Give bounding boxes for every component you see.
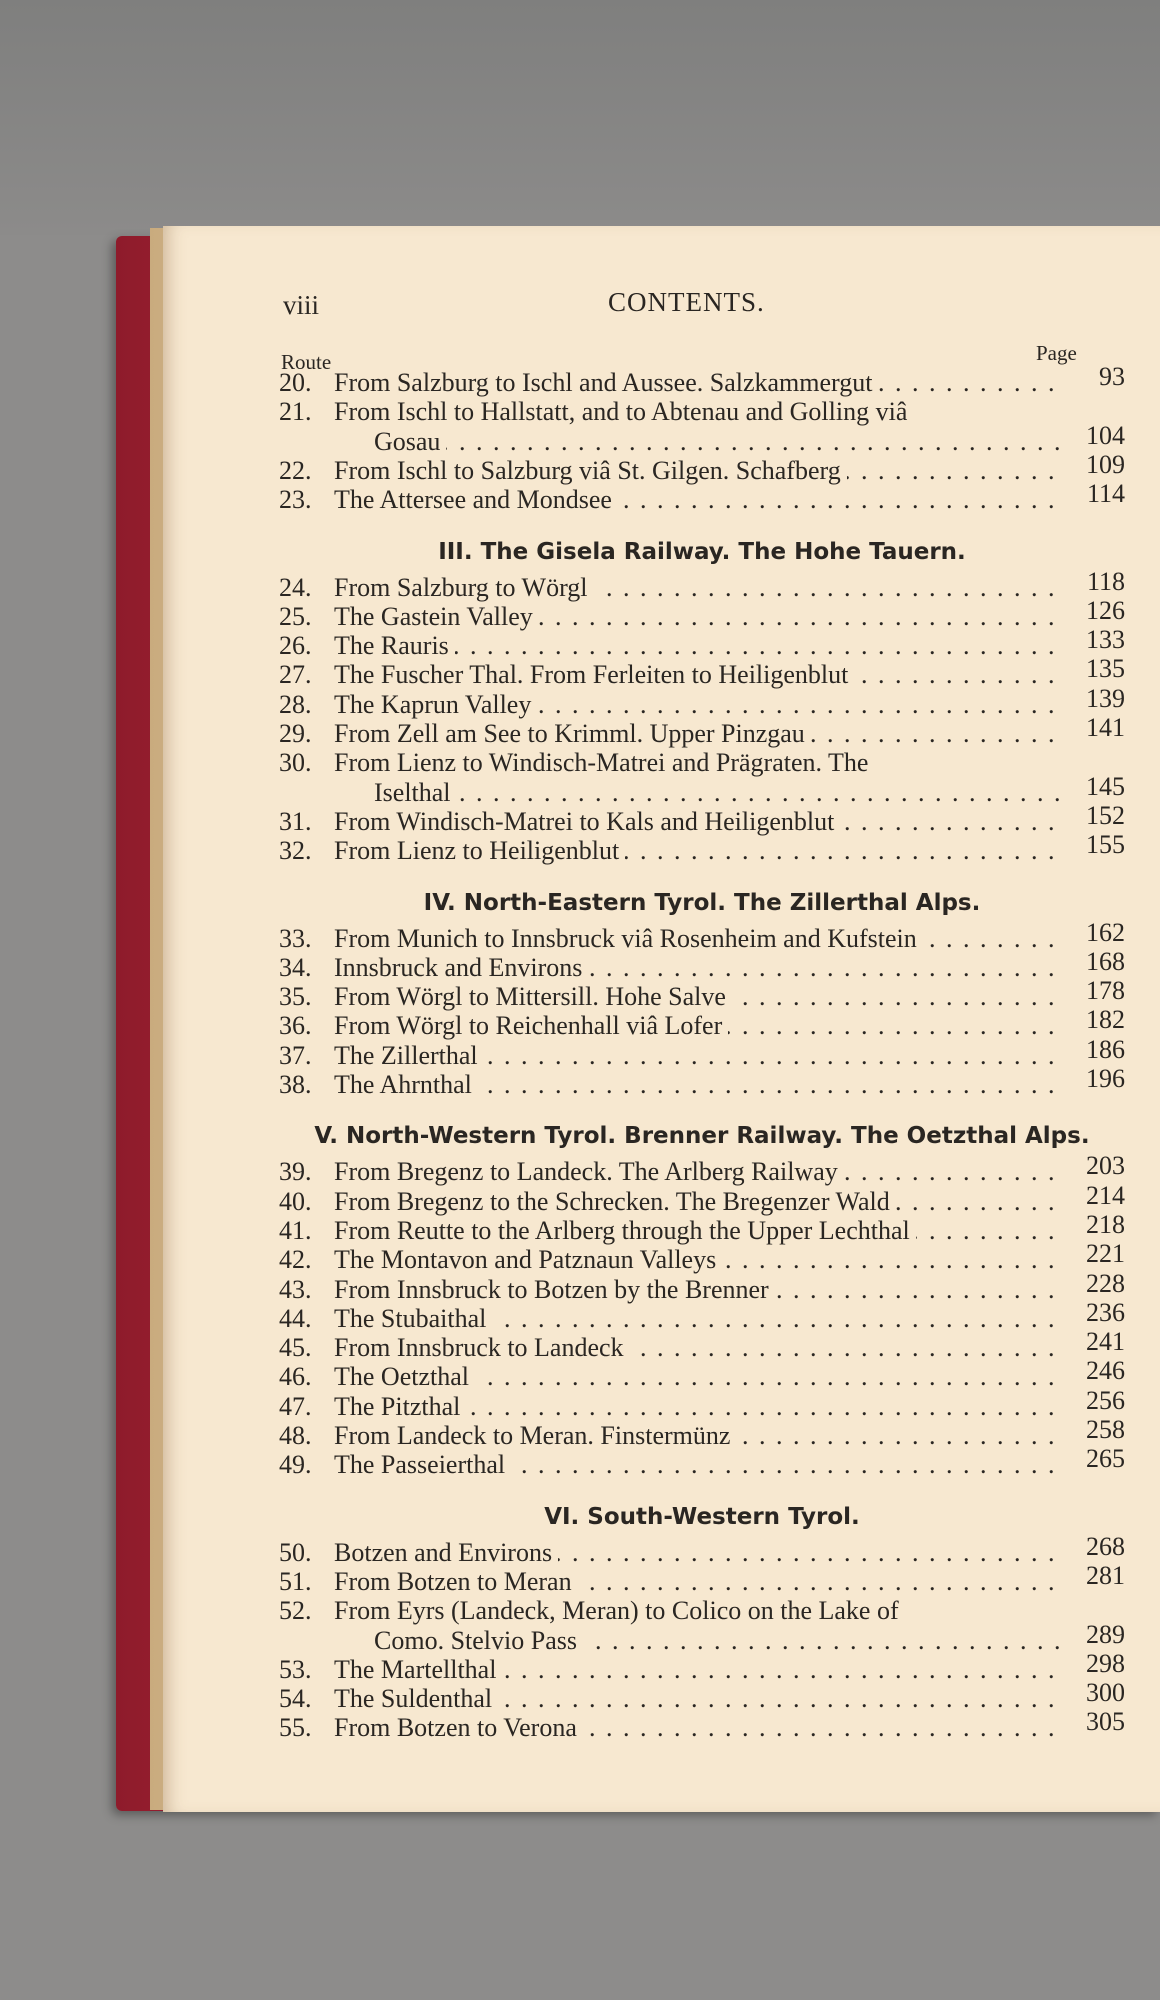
route-number: 43.: [279, 1274, 312, 1304]
page-number: 155: [1086, 830, 1125, 860]
route-title-text: From Lienz to Heiligenblut: [334, 836, 625, 865]
toc-row: [279, 1005, 1125, 1041]
toc-row: [279, 800, 1125, 837]
background-top: [0, 0, 1160, 235]
route-number: 25.: [279, 601, 312, 631]
toc-row: [279, 683, 1125, 720]
toc-row: [279, 397, 1125, 427]
toc-row: [279, 1151, 1125, 1187]
route-title-text: From Wörgl to Mittersill. Hohe Salve: [334, 982, 732, 1011]
route-title-text: From Wörgl to Reichenhall viâ Lofer: [334, 1011, 728, 1040]
route-title: [334, 1596, 1085, 1626]
page-number: 268: [1086, 1531, 1125, 1561]
toc-row: [279, 1385, 1125, 1422]
route-title: [334, 1362, 1065, 1392]
route-number: 27.: [279, 660, 312, 690]
route-title: [334, 1070, 1065, 1100]
page-number: 182: [1086, 1005, 1125, 1035]
toc-row: [279, 748, 1125, 778]
route-title: [334, 982, 1065, 1012]
page-number: 133: [1086, 625, 1125, 655]
route-title-text: The Stubaithal: [334, 1304, 492, 1333]
route-number: 30.: [279, 748, 312, 778]
page-number: 236: [1086, 1297, 1125, 1327]
page-number: 265: [1086, 1444, 1125, 1474]
route-title: [334, 456, 1065, 486]
route-title-text: The Oetzthal: [334, 1362, 475, 1391]
page-number: 186: [1086, 1034, 1125, 1064]
route-title-text: The Montavon and Patznaun Valleys: [334, 1245, 722, 1274]
toc-row: [279, 1064, 1125, 1100]
route-title: [334, 836, 1065, 866]
route-title-text: From Lienz to Windisch-Matrei and Prägraten. The: [334, 748, 874, 777]
route-title: [334, 485, 1065, 515]
page-number: 281: [1086, 1560, 1125, 1590]
route-title-text: From Bregenz to Landeck. The Arlberg Railway: [334, 1157, 844, 1186]
page-number: 256: [1086, 1385, 1125, 1415]
toc-row: [279, 1239, 1125, 1275]
route-number: 21.: [279, 397, 312, 427]
page-number: 289: [1086, 1619, 1125, 1649]
route-title: [374, 427, 1065, 457]
page-number: 196: [1086, 1064, 1125, 1093]
route-title-text: From Reutte to the Arlberg through the Upper Lechthal: [334, 1216, 916, 1245]
route-title: [374, 1626, 1065, 1656]
toc-row: [279, 1180, 1125, 1217]
route-number: 49.: [279, 1450, 312, 1480]
route-title: [334, 1392, 1065, 1422]
route-number: 36.: [279, 1011, 312, 1041]
route-title-text: From Ischl to Salzburg viâ St. Gilgen. Schafberg: [334, 456, 847, 485]
route-number: 20.: [279, 368, 312, 397]
route-title-text: From Ischl to Hallstatt, and to Abtenau and Golling viâ: [334, 397, 913, 426]
route-title-text: From Zell am See to Krimml. Upper Pinzgau: [334, 719, 811, 748]
route-title-text: Como. Stelvio Pass: [374, 1626, 583, 1655]
toc-row: [279, 1034, 1125, 1071]
page-number: 141: [1086, 713, 1125, 742]
route-number: 33.: [279, 923, 312, 953]
column-label-page: Page: [1036, 341, 1077, 365]
page-folio: viii: [283, 290, 320, 320]
toc-row: [279, 1707, 1125, 1743]
route-title-text: Gosau: [374, 427, 446, 456]
page-number: 152: [1086, 800, 1125, 830]
toc-row: [279, 420, 1125, 457]
toc-row: [279, 1297, 1125, 1334]
route-title-text: Iselthal: [374, 778, 457, 807]
route-title: [334, 1157, 1065, 1187]
route-title-text: From Landeck to Meran. Finstermünz: [334, 1421, 736, 1450]
route-title-text: From Salzburg to Ischl and Aussee. Salzkammergut: [334, 368, 878, 397]
route-title: [334, 748, 1085, 778]
route-title-text: From Munich to Innsbruck viâ Rosenheim and Kufstein: [334, 924, 923, 953]
toc-row: [279, 1596, 1125, 1626]
route-number: 52.: [279, 1596, 312, 1626]
route-title: [334, 1187, 1065, 1217]
route-title: [334, 573, 1065, 603]
route-number: 44.: [279, 1303, 312, 1333]
book-page: [163, 226, 1160, 1812]
route-title-text: The Zillerthal: [334, 1041, 484, 1070]
toc-row: [279, 1648, 1125, 1685]
route-number: 28.: [279, 689, 312, 719]
section-heading: VI. South-Western Tyrol.: [544, 1503, 860, 1530]
toc-row: [279, 771, 1125, 808]
route-number: 54.: [279, 1684, 312, 1714]
page-number: 178: [1086, 976, 1125, 1006]
route-title-text: From Eyrs (Landeck, Meran) to Colico on the Lake of: [334, 1596, 905, 1625]
route-number: 24.: [279, 572, 312, 602]
page-number: 228: [1086, 1268, 1125, 1298]
toc-row: [279, 479, 1125, 515]
route-title: [334, 602, 1065, 632]
route-title-text: The Fuscher Thal. From Ferleiten to Heiligenblut: [334, 660, 854, 689]
route-number: 34.: [279, 952, 312, 982]
route-title: [334, 953, 1065, 983]
toc-row: [279, 1268, 1125, 1305]
route-title: [334, 1041, 1065, 1071]
page-number: 104: [1086, 420, 1125, 450]
page-number: 305: [1086, 1707, 1125, 1737]
toc-row: [279, 1209, 1125, 1246]
toc-row: [279, 1678, 1125, 1714]
route-title-text: The Ahrnthal: [334, 1070, 478, 1099]
route-number: 45.: [279, 1333, 312, 1363]
route-number: 35.: [279, 982, 312, 1012]
page-number: 300: [1086, 1678, 1125, 1708]
toc-row: [279, 595, 1125, 632]
page-number: 145: [1086, 771, 1125, 801]
toc-row: [279, 1327, 1125, 1363]
section-heading: V. North-Western Tyrol. Brenner Railway. The Oetzthal Alps.: [314, 1123, 1090, 1150]
page-number: 126: [1086, 595, 1125, 625]
section-heading: III. The Gisela Railway. The Hohe Tauern.: [438, 538, 966, 565]
route-title-text: The Martellthal: [334, 1655, 502, 1684]
toc-row: [279, 917, 1125, 954]
route-title-text: From Windisch-Matrei to Kals and Heiligenblut: [334, 807, 840, 836]
route-title: [334, 1655, 1065, 1685]
page-number: 93: [1099, 362, 1125, 391]
route-title: [334, 660, 1065, 690]
toc-row: [279, 654, 1125, 690]
toc-row: [279, 566, 1125, 603]
route-number: 23.: [279, 485, 312, 515]
page-number: 246: [1086, 1356, 1125, 1386]
toc-row: [279, 1619, 1125, 1656]
running-head: CONTENTS.: [608, 287, 765, 317]
route-title: [334, 690, 1065, 720]
route-title: [334, 1538, 1065, 1568]
page-number: 241: [1086, 1327, 1125, 1357]
route-title-text: From Innsbruck to Landeck: [334, 1333, 630, 1362]
route-title-text: From Botzen to Meran: [334, 1567, 578, 1596]
route-number: 22.: [279, 455, 312, 485]
route-title-text: The Pitzthal: [334, 1392, 466, 1421]
page-number: 118: [1086, 566, 1125, 596]
route-number: 40.: [279, 1186, 312, 1216]
column-label-route: Route: [281, 350, 332, 374]
page-number: 258: [1086, 1415, 1125, 1444]
page-number: 221: [1086, 1239, 1125, 1269]
route-number: 38.: [279, 1070, 312, 1099]
toc-row: [279, 830, 1125, 866]
route-title-text: The Kaprun Valley: [334, 690, 537, 719]
route-number: 29.: [279, 719, 312, 748]
route-title: [334, 1421, 1065, 1451]
route-title-text: The Attersee and Mondsee: [334, 485, 618, 514]
route-title: [334, 1245, 1065, 1275]
route-title: [374, 778, 1065, 808]
route-title-text: The Gastein Valley: [334, 602, 539, 631]
route-number: 53.: [279, 1654, 312, 1684]
page-number: 168: [1086, 946, 1125, 976]
page-number: 214: [1086, 1180, 1125, 1210]
route-title: [334, 1216, 1065, 1246]
route-title: [334, 397, 1085, 427]
toc-row: [279, 1531, 1125, 1568]
toc-row: [279, 713, 1125, 749]
route-title: [334, 368, 1065, 398]
route-title: [334, 924, 1065, 954]
route-number: 32.: [279, 836, 312, 866]
route-title-text: Innsbruck and Environs: [334, 953, 588, 982]
toc-row: [279, 1415, 1125, 1451]
toc-row: [279, 449, 1125, 486]
route-number: 51.: [279, 1566, 312, 1596]
toc-row: [279, 946, 1125, 983]
route-title-text: Botzen and Environs: [334, 1538, 558, 1567]
route-title: [334, 1450, 1065, 1480]
route-title: [334, 1304, 1065, 1334]
page-number: 162: [1086, 917, 1125, 947]
page-number: 135: [1086, 654, 1125, 684]
page-number: 203: [1086, 1151, 1125, 1181]
route-title-text: From Bregenz to the Schrecken. The Bregenzer Wald: [334, 1187, 896, 1216]
toc-row: [279, 976, 1125, 1012]
route-title: [334, 807, 1065, 837]
toc-row: [279, 1560, 1125, 1597]
route-title-text: The Rauris: [334, 631, 455, 660]
route-title: [334, 1684, 1065, 1714]
toc-row: [279, 1356, 1125, 1392]
toc-row: [279, 625, 1125, 661]
route-title: [334, 719, 1065, 749]
route-title: [334, 1333, 1065, 1363]
route-number: 39.: [279, 1157, 312, 1187]
route-number: 42.: [279, 1245, 312, 1275]
route-title: [334, 1011, 1065, 1041]
route-number: 48.: [279, 1421, 312, 1450]
route-title-text: The Suldenthal: [334, 1684, 498, 1713]
route-title-text: From Botzen to Verona: [334, 1713, 583, 1742]
route-title-text: The Passeierthal: [334, 1450, 511, 1479]
page-number: 298: [1086, 1648, 1125, 1678]
route-number: 41.: [279, 1215, 312, 1245]
route-number: 50.: [279, 1537, 312, 1567]
section-heading: IV. North-Eastern Tyrol. The Zillerthal Alps.: [423, 889, 981, 916]
route-title-text: From Salzburg to Wörgl: [334, 573, 594, 602]
route-title: [334, 631, 1065, 661]
page-number: 109: [1086, 449, 1125, 479]
route-number: 31.: [279, 806, 312, 836]
page-number: 114: [1086, 479, 1125, 509]
route-number: 46.: [279, 1362, 312, 1392]
route-title: [334, 1567, 1065, 1597]
route-title-text: From Innsbruck to Botzen by the Brenner: [334, 1275, 775, 1304]
page-number: 218: [1086, 1209, 1125, 1239]
route-number: 37.: [279, 1040, 312, 1070]
route-title: [334, 1713, 1065, 1743]
route-number: 26.: [279, 631, 312, 661]
route-title: [334, 1275, 1065, 1305]
page-number: 139: [1086, 683, 1125, 713]
toc-row: [279, 1444, 1125, 1480]
route-number: 55.: [279, 1713, 312, 1743]
route-number: 47.: [279, 1391, 312, 1421]
